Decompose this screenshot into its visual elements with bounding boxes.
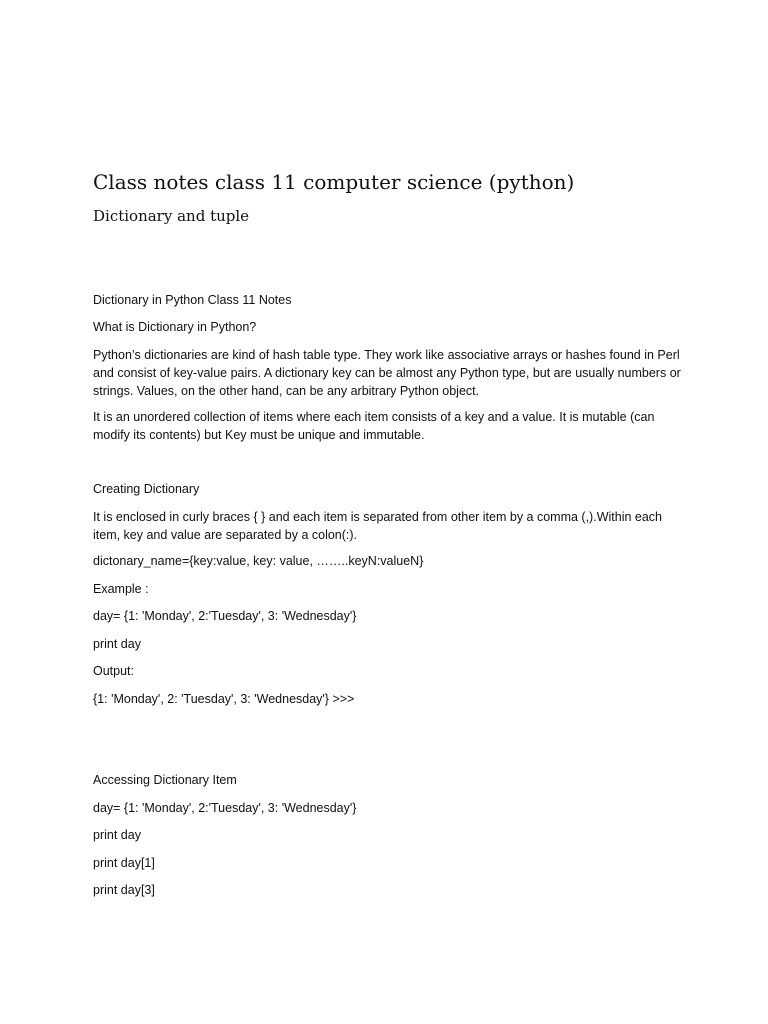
- paragraph-creating-description: It is enclosed in curly braces { } and each item is separated from other item by a comma (,).Within each item, key and value are separated by a colon(:).: [93, 510, 663, 542]
- example-code-line-1: day= {1: 'Monday', 2:'Tuesday', 3: 'Wednesday'}: [93, 609, 357, 623]
- page-title: Class notes class 11 computer science (python): [93, 170, 575, 194]
- output-label: Output:: [93, 664, 134, 678]
- section-heading-dictionary: Dictionary in Python Class 11 Notes: [93, 293, 292, 307]
- access-code-line-3: print day[1]: [93, 856, 155, 870]
- example-code-line-2: print day: [93, 637, 141, 651]
- section-heading-accessing: Accessing Dictionary Item: [93, 773, 237, 787]
- access-code-line-1: day= {1: 'Monday', 2:'Tuesday', 3: 'Wednesday'}: [93, 801, 357, 815]
- syntax-line: dictonary_name={key:value, key: value, ……..keyN:valueN}: [93, 554, 424, 568]
- access-code-line-2: print day: [93, 828, 141, 842]
- paragraph-dictionary-description: Python’s dictionaries are kind of hash table type. They work like associative arrays or hashes found in Perl and consist of key-value pairs. A dictionary key can be almost any Python type, but are usually numbers or strings. Values, on the other hand, can be any arbitrary Python object.: [93, 348, 681, 398]
- section-heading-creating: Creating Dictionary: [93, 482, 200, 496]
- example-label: Example :: [93, 582, 149, 596]
- page-subtitle: Dictionary and tuple: [93, 207, 250, 225]
- output-value: {1: 'Monday', 2: 'Tuesday', 3: 'Wednesday'} >>>: [93, 692, 355, 706]
- paragraph-dictionary-properties: It is an unordered collection of items where each item consists of a key and a value. It is mutable (can modify its contents) but Key must be unique and immutable.: [93, 410, 655, 442]
- section-heading-what-is: What is Dictionary in Python?: [93, 320, 257, 334]
- access-code-line-4: print day[3]: [93, 883, 155, 897]
